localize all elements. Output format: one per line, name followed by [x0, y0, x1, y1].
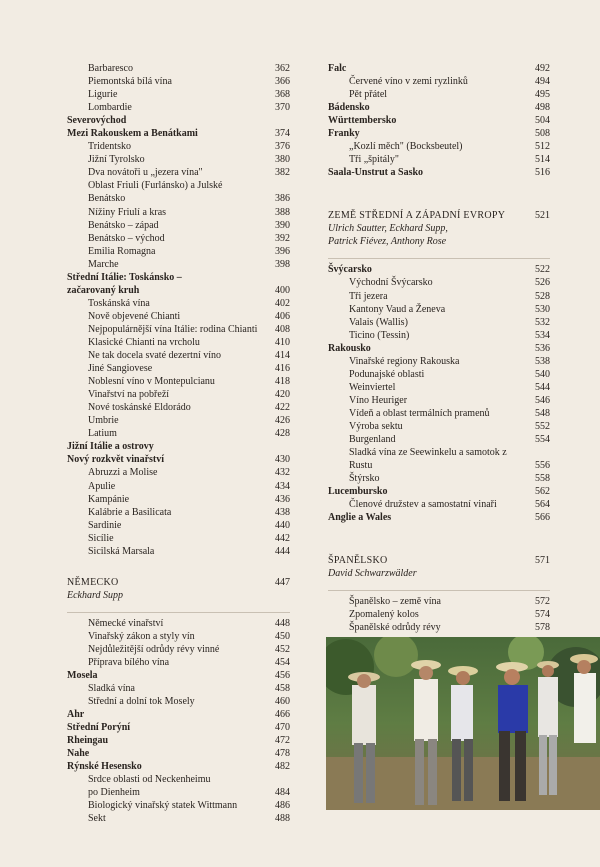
section-page: 521: [535, 210, 550, 222]
toc-entry-page: 516: [535, 167, 550, 179]
toc-entry-label: Kalábrie a Basilicata: [88, 506, 172, 518]
toc-entry-page: 452: [275, 643, 290, 655]
toc-entry-page: 414: [275, 350, 290, 362]
toc-entry-page: 484: [275, 787, 290, 799]
toc-entry[interactable]: [328, 485, 550, 498]
toc-entry-page: 408: [275, 323, 290, 335]
toc-entry-label: Saala-Unstrut a Sasko: [328, 167, 424, 179]
toc-entry[interactable]: [328, 394, 550, 407]
toc-entry[interactable]: [67, 140, 290, 153]
toc-entry-page: 526: [535, 277, 550, 289]
divider: [67, 612, 290, 613]
toc-entry-label: Víno Heuriger: [349, 394, 408, 406]
toc-entry-label: Nížiny Friulí a kras: [88, 206, 167, 218]
toc-left-column: [67, 62, 290, 826]
toc-entry-page: 430: [275, 454, 290, 466]
toc-entry[interactable]: [67, 297, 290, 310]
toc-entry-label: Vinařský zákon a styly vín: [88, 630, 195, 642]
toc-entry-label: Ahr: [67, 709, 85, 721]
toc-entry-page: 552: [535, 420, 550, 432]
toc-entry-label: Nejdůležitější odrůdy révy vinné: [88, 643, 220, 655]
toc-entry[interactable]: [67, 101, 290, 114]
toc-entry[interactable]: [328, 316, 550, 329]
toc-entry-label: Španělsko – země vína: [349, 596, 441, 608]
toc-entry[interactable]: [67, 284, 290, 297]
toc-entry-page: 398: [275, 258, 290, 270]
toc-entry-page: 368: [275, 89, 290, 101]
toc-entry-label: Nový rozkvět vinařství: [67, 454, 165, 466]
toc-entry-label: Pět přátel: [349, 89, 388, 101]
toc-entry[interactable]: [67, 258, 290, 271]
toc-entry-label: Emilia Romagna: [88, 245, 156, 257]
toc-entry-page: 470: [275, 722, 290, 734]
toc-entry-label: Střední Itálie: Toskánsko –: [67, 271, 182, 283]
toc-entry-label: Lucembursko: [328, 486, 388, 498]
toc-entry-page: 514: [535, 154, 550, 166]
toc-entry[interactable]: [328, 303, 550, 316]
toc-entry[interactable]: [328, 276, 550, 289]
toc-entry[interactable]: [328, 342, 550, 355]
toc-entry[interactable]: [328, 127, 550, 140]
toc-entry[interactable]: [328, 263, 550, 276]
toc-entry-label: Nahe: [67, 748, 90, 760]
toc-entry-page: 444: [275, 545, 290, 557]
toc-entry-page: 370: [275, 102, 290, 114]
toc-entry-label: Nově objevené Chianti: [88, 310, 181, 322]
toc-entry-page: 495: [535, 89, 550, 101]
toc-entry[interactable]: [328, 329, 550, 342]
toc-entry-page: 508: [535, 128, 550, 140]
toc-entry-page: 512: [535, 141, 550, 153]
toc-entry-page: 472: [275, 735, 290, 747]
toc-entry[interactable]: [67, 656, 290, 669]
toc-entry-page: 548: [535, 407, 550, 419]
toc-entry-page: 562: [535, 486, 550, 498]
toc-entry-page: 454: [275, 656, 290, 668]
toc-entry-page: 482: [275, 761, 290, 773]
section-authors: David Schwarzwälder: [328, 568, 417, 580]
toc-entry-label: Rýnské Hesensko: [67, 761, 142, 773]
toc-entry-page: 544: [535, 381, 550, 393]
toc-entry-page: 400: [275, 284, 290, 296]
winemakers-photo: [326, 637, 600, 810]
toc-entry-label: Jižní Tyrolsko: [88, 154, 145, 166]
toc-entry-label: Württembersko: [328, 115, 397, 127]
section-authors: Eckhard Supp: [67, 589, 124, 601]
toc-entry-page: 532: [535, 316, 550, 328]
toc-entry[interactable]: [328, 368, 550, 381]
toc-entry[interactable]: [67, 179, 290, 205]
toc-entry-label: Benátsko – západ: [88, 219, 159, 231]
toc-entry-label: Sladká vína: [88, 683, 135, 695]
toc-entry-label: Španělské odrůdy révy: [349, 622, 441, 634]
toc-entry[interactable]: [328, 140, 550, 153]
toc-entry[interactable]: [328, 595, 550, 608]
toc-entry-page: 426: [275, 415, 290, 427]
toc-entry[interactable]: [67, 375, 290, 388]
toc-entry-label: Štýrsko: [349, 473, 380, 485]
toc-entry-label: Anglie a Wales: [328, 512, 392, 524]
toc-entry[interactable]: [328, 88, 550, 101]
section-title: ŠPANĚLSKO: [328, 555, 388, 567]
toc-entry[interactable]: [328, 407, 550, 420]
section-central-europe-title-row: [328, 209, 550, 222]
toc-entry-label: Weinviertel: [349, 381, 396, 393]
toc-entry-label: Sekt: [88, 813, 106, 825]
toc-entry[interactable]: [67, 127, 290, 140]
toc-entry-page: 546: [535, 394, 550, 406]
toc-entry-page: 574: [535, 609, 550, 621]
toc-entry-page: 392: [275, 232, 290, 244]
toc-entry-page: 572: [535, 596, 550, 608]
toc-entry-label: Mezi Rakouskem a Benátkami: [67, 128, 198, 140]
toc-left-top-list: [67, 62, 290, 558]
toc-entry-label: Ligurie: [88, 89, 118, 101]
toc-entry-label: Oblast Friuli (Furlánsko) a Julské Benátsko: [88, 180, 223, 205]
toc-entry[interactable]: [328, 166, 550, 179]
toc-entry[interactable]: [67, 760, 290, 773]
toc-entry-label: Východní Švýcarsko: [349, 277, 433, 289]
toc-entry-label: Německé vinařství: [88, 617, 164, 629]
toc-entry[interactable]: [67, 532, 290, 545]
toc-entry[interactable]: [328, 381, 550, 394]
toc-entry-label: Franky: [328, 128, 360, 140]
toc-entry-label: Biologický vinařský statek Wittmann: [88, 800, 238, 812]
toc-entry[interactable]: [328, 290, 550, 303]
toc-entry[interactable]: [328, 75, 550, 88]
toc-entry[interactable]: [67, 310, 290, 323]
toc-entry-page: 406: [275, 310, 290, 322]
toc-entry[interactable]: [67, 721, 290, 734]
toc-entry-page: 478: [275, 748, 290, 760]
toc-entry[interactable]: [67, 271, 290, 284]
toc-entry-label: Apulie: [88, 480, 116, 492]
toc-entry[interactable]: [67, 466, 290, 479]
toc-entry-label: Umbrie: [88, 415, 119, 427]
toc-entry[interactable]: [328, 511, 550, 524]
toc-entry-label: Střední a dolní tok Mosely: [88, 696, 195, 708]
toc-entry[interactable]: [67, 519, 290, 532]
toc-entry[interactable]: [328, 621, 550, 634]
toc-entry-label: Barbaresco: [88, 63, 133, 74]
toc-entry-page: 442: [275, 532, 290, 544]
toc-entry-page: 540: [535, 368, 550, 380]
toc-entry[interactable]: [67, 669, 290, 682]
toc-right-top-list: [328, 62, 550, 179]
toc-entry-label: Nejpopulárnější vína Itálie: rodina Chianti: [88, 323, 258, 335]
toc-entry-page: 436: [275, 493, 290, 505]
toc-entry-label: Klasické Chianti na vrcholu: [88, 336, 200, 348]
toc-entry-label: Vídeň a oblast termálních pramenů: [349, 407, 490, 419]
toc-entry[interactable]: [328, 498, 550, 511]
toc-entry-label: Tridentsko: [88, 141, 131, 153]
toc-entry-label: Severovýchod: [67, 115, 127, 127]
section-page: 571: [535, 555, 550, 567]
toc-entry-page: 402: [275, 297, 290, 309]
toc-entry-label: Ticino (Tessin): [349, 329, 410, 341]
toc-entry[interactable]: [328, 446, 550, 472]
toc-entry-label: „Kozlí měch" (Bocksbeutel): [349, 141, 463, 153]
toc-entry-label: Latium: [88, 428, 117, 440]
toc-entry-page: 488: [275, 813, 290, 825]
toc-entry-label: Červené víno v zemi ryzlinků: [349, 76, 468, 88]
divider: [328, 258, 550, 259]
section-spain-title-row: [328, 554, 550, 567]
toc-entry-label: Lombardie: [88, 102, 132, 114]
toc-entry-page: 564: [535, 499, 550, 511]
toc-entry[interactable]: [328, 420, 550, 433]
toc-entry[interactable]: [328, 608, 550, 621]
toc-entry[interactable]: [67, 695, 290, 708]
toc-entry-label: Sicilská Marsala: [88, 545, 155, 557]
toc-entry-page: 388: [275, 206, 290, 218]
toc-spain-list: [328, 595, 550, 634]
toc-entry-label: Vinařské regiony Rakouska: [349, 355, 460, 367]
toc-entry-page: 362: [275, 63, 290, 74]
toc-entry-label: Výroba sektu: [349, 420, 403, 432]
divider: [328, 590, 550, 591]
toc-entry-label: Sardinie: [88, 519, 122, 531]
toc-entry[interactable]: [67, 453, 290, 466]
toc-entry-page: 380: [275, 154, 290, 166]
toc-entry[interactable]: [67, 440, 290, 453]
toc-entry-page: 396: [275, 245, 290, 257]
toc-entry-label: Abruzzi a Molise: [88, 467, 158, 479]
toc-entry[interactable]: [67, 206, 290, 219]
toc-entry[interactable]: [328, 114, 550, 127]
toc-entry-page: 438: [275, 506, 290, 518]
toc-entry[interactable]: [328, 355, 550, 368]
toc-entry-label: Nové toskánské Eldorádo: [88, 402, 191, 414]
toc-entry-label: Burgenland: [349, 434, 396, 446]
toc-entry[interactable]: [67, 62, 290, 75]
toc-entry-page: 486: [275, 800, 290, 812]
toc-entry[interactable]: [328, 101, 550, 114]
toc-entry[interactable]: [67, 617, 290, 630]
toc-entry-page: 386: [275, 193, 290, 205]
toc-central-europe-list: [328, 263, 550, 524]
toc-entry-label: Srdce oblasti od Neckenheimu: [88, 774, 211, 786]
toc-entry-page: 530: [535, 303, 550, 315]
toc-entry[interactable]: [67, 75, 290, 88]
toc-entry-label: Sladká vína ze Seewinkelu a samotok z Rustu: [349, 447, 507, 472]
toc-entry[interactable]: [67, 166, 290, 179]
toc-entry-page: 492: [535, 63, 550, 74]
toc-entry-label: Ne tak docela svaté dezertní víno: [88, 350, 221, 362]
toc-entry[interactable]: [67, 153, 290, 166]
toc-entry-page: 578: [535, 622, 550, 634]
toc-entry-label: Kampánie: [88, 493, 130, 505]
toc-entry-label: Marche: [88, 258, 119, 270]
toc-right-column: [328, 62, 550, 635]
toc-entry[interactable]: [67, 493, 290, 506]
section-authors-line1: Ulrich Sautter, Eckhard Supp,: [328, 223, 448, 235]
toc-entry-page: 460: [275, 696, 290, 708]
toc-entry-label: Piemontská bílá vína: [88, 76, 172, 88]
toc-entry[interactable]: [67, 401, 290, 414]
toc-entry[interactable]: [67, 362, 290, 375]
toc-entry[interactable]: [67, 388, 290, 401]
toc-entry-label: Jiné Sangiovese: [88, 363, 153, 375]
section-page: 447: [275, 576, 290, 588]
toc-entry-label: Jižní Itálie a ostrovy: [67, 441, 154, 453]
toc-entry[interactable]: [67, 232, 290, 245]
toc-entry[interactable]: [67, 734, 290, 747]
section-title: NĚMECKO: [67, 576, 119, 588]
toc-entry-page: 432: [275, 467, 290, 479]
toc-entry-label: po Dienheim: [88, 787, 140, 799]
toc-entry-page: 420: [275, 389, 290, 401]
toc-entry-page: 538: [535, 355, 550, 367]
toc-entry[interactable]: [67, 747, 290, 760]
section-germany-title-row: [67, 576, 290, 589]
toc-entry-label: Bádensko: [328, 102, 370, 114]
toc-entry-label: Tři jezera: [349, 290, 388, 302]
toc-entry-label: Dva novátoři u „jezera vína": [88, 167, 203, 179]
toc-entry[interactable]: [67, 545, 290, 558]
toc-entry[interactable]: [67, 414, 290, 427]
toc-entry-label: Falc: [328, 63, 347, 74]
section-authors-line2: Patrick Fiévez, Anthony Rose: [328, 236, 447, 248]
toc-entry-label: Zpomalený kolos: [349, 609, 419, 621]
toc-entry[interactable]: [67, 630, 290, 643]
toc-entry-label: Švýcarsko: [328, 264, 372, 276]
toc-entry-label: Valais (Wallis): [349, 316, 408, 328]
toc-entry-page: 410: [275, 336, 290, 348]
toc-entry-label: Mosela: [67, 669, 98, 681]
toc-entry-label: Sicílie: [88, 532, 114, 544]
toc-entry-label: Příprava bílého vína: [88, 656, 170, 668]
toc-entry-page: 434: [275, 480, 290, 492]
toc-entry-label: Vinařství na pobřeží: [88, 389, 170, 401]
toc-entry-page: 448: [275, 617, 290, 629]
toc-entry[interactable]: [67, 643, 290, 656]
toc-entry[interactable]: [328, 472, 550, 485]
toc-entry-page: 536: [535, 342, 550, 354]
toc-entry-page: 390: [275, 219, 290, 231]
toc-entry[interactable]: [67, 219, 290, 232]
toc-entry-page: 428: [275, 428, 290, 440]
toc-entry-page: 374: [275, 128, 290, 140]
toc-entry[interactable]: [67, 773, 290, 786]
toc-entry-page: 458: [275, 683, 290, 695]
toc-entry-page: 534: [535, 329, 550, 341]
toc-entry-label: Podunajské oblasti: [349, 368, 425, 380]
toc-entry-page: 382: [275, 167, 290, 179]
toc-entry-page: 556: [535, 460, 550, 472]
toc-entry[interactable]: [67, 682, 290, 695]
toc-entry-label: Střední Porýní: [67, 722, 131, 734]
section-title: ZEMĚ STŘEDNÍ A ZÁPADNÍ EVROPY: [328, 210, 506, 222]
toc-entry[interactable]: [67, 480, 290, 493]
toc-entry-label: Noblesní víno v Montepulcianu: [88, 376, 215, 388]
toc-entry-page: 418: [275, 376, 290, 388]
toc-entry-page: 440: [275, 519, 290, 531]
toc-entry-label: Kantony Vaud a Ženeva: [349, 303, 446, 315]
toc-entry-page: 558: [535, 473, 550, 485]
toc-entry-label: Rheingau: [67, 735, 109, 747]
toc-entry-page: 554: [535, 434, 550, 446]
toc-entry-page: 456: [275, 669, 290, 681]
toc-entry-label: začarovaný kruh: [67, 284, 140, 296]
toc-entry-page: 494: [535, 76, 550, 88]
toc-entry-label: Členové družstev a samostatní vinaři: [349, 499, 497, 511]
toc-entry-page: 376: [275, 141, 290, 153]
toc-entry[interactable]: [67, 336, 290, 349]
toc-entry-page: 466: [275, 709, 290, 721]
toc-entry[interactable]: [67, 506, 290, 519]
toc-entry-label: Rakousko: [328, 342, 371, 354]
toc-entry[interactable]: [67, 323, 290, 336]
toc-entry[interactable]: [328, 433, 550, 446]
toc-entry[interactable]: [67, 786, 290, 799]
toc-entry[interactable]: [67, 708, 290, 721]
toc-germany-list: [67, 617, 290, 826]
toc-entry[interactable]: [67, 812, 290, 825]
toc-entry-page: 450: [275, 630, 290, 642]
toc-entry-page: 504: [535, 115, 550, 127]
toc-entry-page: 416: [275, 363, 290, 375]
toc-entry[interactable]: [328, 62, 550, 75]
toc-entry-page: 522: [535, 264, 550, 276]
toc-entry[interactable]: [67, 349, 290, 362]
toc-entry-page: 366: [275, 76, 290, 88]
toc-entry[interactable]: [67, 427, 290, 440]
toc-entry-label: Benátsko – východ: [88, 232, 165, 244]
toc-entry[interactable]: [67, 799, 290, 812]
toc-entry[interactable]: [67, 88, 290, 101]
toc-entry-label: Tři „špitály": [349, 154, 399, 166]
toc-entry[interactable]: [67, 245, 290, 258]
toc-entry-page: 566: [535, 512, 550, 524]
toc-entry-page: 498: [535, 102, 550, 114]
toc-entry[interactable]: [328, 153, 550, 166]
toc-entry-label: Toskánská vína: [88, 297, 150, 309]
toc-entry-page: 528: [535, 290, 550, 302]
toc-entry-page: 422: [275, 402, 290, 414]
toc-entry[interactable]: [67, 114, 290, 127]
